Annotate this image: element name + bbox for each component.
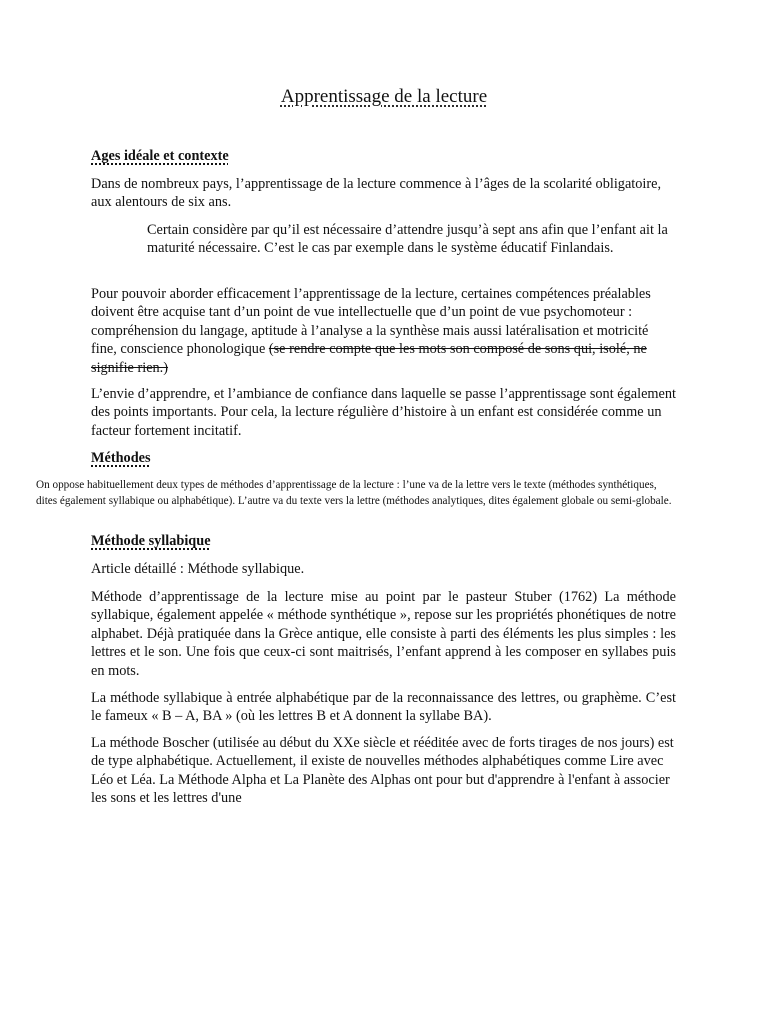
heading-ages-contexte: Ages idéale et contexte (91, 148, 229, 164)
paragraph-stuber: Méthode d’apprentissage de la lecture mise au point par le pasteur Stuber (1762) La méthode syllabique, également appelée « méthode synthétique », repose sur les propriétés phonétiques de notre alphabet. Déjà pratiquée dans la Grèce antique, elle consiste à parti des éléments les plus simples : les lettres et le son. Une fois que ceux-ci sont maitrisés, l’enfant apprend à les composer en syllabes puis en mots. (91, 589, 676, 679)
paragraph-alphabetique: La méthode syllabique à entrée alphabétique par de la reconnaissance des lettres, ou graphème. C’est le fameux « B – A, BA » (où les lettres B et A donnent la syllabe BA). (91, 690, 676, 725)
article-detail-line: Article détaillé : Méthode syllabique. (91, 561, 305, 577)
heading-methodes: Méthodes (91, 450, 151, 466)
struck-through-text: (se rendre compte que les mots son composé de sons qui, isolé, ne signifie rien.) (91, 341, 647, 376)
paragraph-boscher: La méthode Boscher (utilisée au début du XXe siècle et rééditée avec de forts tirages de nos jours) est de type alphabétique. Actuellement, il existe de nouvelles méthodes alphabétiques comme Lire avec Léo et Léa. La Méthode Alpha et La Planète des Alphas ont pour but d'apprendre à l'enfant à associer les sons et les lettres d'une (91, 735, 674, 807)
paragraph-competences (91, 285, 676, 377)
page-title: Apprentissage de la lecture (280, 86, 488, 107)
paragraph-competences-text: Pour pouvoir aborder efficacement l’apprentissage de la lecture, certaines compétences préalables doivent être acquise tant d’un point de vue intellectuelle que d’un point de vue psychomoteur : compréhension du langage, aptitude à l’analyse a la synthèse mais aussi latéralisation et motricité fine, conscience phonologique (91, 286, 651, 358)
indented-quote: Certain considère par qu’il est nécessaire d’attendre jusqu’à sept ans afin que l’enfant ait la maturité nécessaire. C’est le cas par exemple dans le système éducatif Finlandais. (147, 222, 668, 257)
heading-methode-syllabique: Méthode syllabique (91, 533, 211, 549)
paragraph-methodes: On oppose habituellement deux types de méthodes d’apprentissage de la lecture : l’une va de la lettre vers le texte (méthodes synthétiques, dites également syllabique ou alphabétique). L’autre va du texte vers la lettre (méthodes analytiques, dites également globale ou semi-globale. (36, 479, 672, 507)
paragraph-envie: L’envie d’apprendre, et l’ambiance de confiance dans laquelle se passe l’apprentissage sont également des points importants. Pour cela, la lecture régulière d’histoire à un enfant est considérée comme un facteur fortement incitatif. (91, 386, 676, 439)
paragraph-intro: Dans de nombreux pays, l’apprentissage de la lecture commence à l’âges de la scolarité obligatoire, aux alentours de six ans. (91, 176, 662, 211)
